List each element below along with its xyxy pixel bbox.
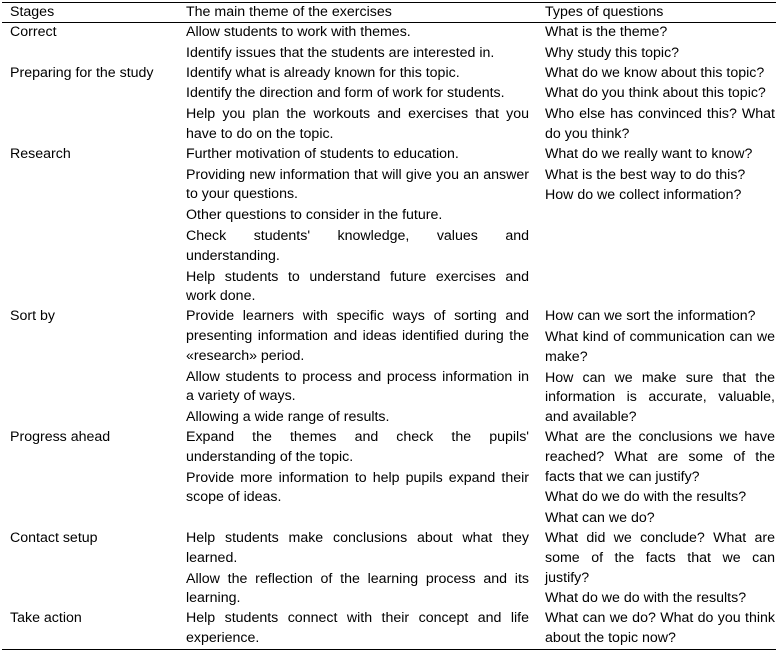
header-main-theme: The main theme of the exercises (186, 4, 392, 20)
theme-cell (186, 23, 541, 64)
question-item: What can we do? (545, 510, 655, 527)
table-header (2, 2, 776, 23)
theme-cell (186, 307, 541, 428)
stage-cell: Progress ahead (10, 428, 111, 445)
stage-cell: Sort by (10, 308, 55, 325)
question-item: What do we know about this topic? (545, 64, 765, 81)
table-row (2, 609, 776, 649)
theme-cell (186, 529, 541, 609)
question-item: What is the theme? (545, 24, 668, 40)
stage-cell: Preparing for the study (10, 64, 154, 81)
question-item: Who else has convinced this? What do you think? (545, 106, 775, 142)
question-item: What kind of communication can we make? (545, 328, 775, 365)
stage-cell: Take action (10, 610, 82, 627)
theme-item: Provide more information to help pupils expand their scope of ideas. (186, 469, 529, 506)
question-item: How can we make sure that the information is accurate, valuable, and available? (545, 369, 775, 426)
header-stages: Stages (10, 4, 55, 20)
question-item: What do we really want to know? (545, 145, 753, 162)
theme-item: Provide learners with specific ways of sorting and presenting information and ideas identified during the «research» period. (186, 308, 529, 364)
table-row (2, 23, 776, 64)
table-row (2, 428, 776, 529)
question-cell (541, 145, 775, 307)
question-cell (541, 529, 775, 609)
table-row (2, 307, 776, 428)
theme-item: Identify the direction and form of work for students. (186, 85, 505, 102)
theme-item: Identify what is already known for this topic. (186, 64, 460, 81)
theme-item: Allowing a wide range of results. (186, 409, 390, 426)
question-item: What is the best way to do this? (545, 166, 746, 183)
theme-item: Expand the themes and check the pupils' understanding of the topic. (186, 428, 529, 465)
theme-item: Allow students to work with themes. (186, 24, 411, 40)
table-row (2, 529, 776, 609)
theme-cell (186, 428, 541, 529)
question-cell (541, 428, 775, 529)
stages-table (2, 2, 776, 650)
table-row (2, 64, 776, 145)
theme-item: Further motivation of students to education. (186, 145, 459, 162)
question-item: Why study this topic? (545, 44, 680, 61)
theme-item: Help students make conclusions about what they learned. (186, 529, 529, 566)
question-item: How do we collect information? (545, 187, 742, 204)
theme-cell (186, 609, 541, 649)
theme-item: Allow students to process and process information in a variety of ways. (186, 368, 529, 405)
question-item: What do you think about this topic? (545, 85, 766, 102)
question-item: What do we do with the results? (545, 590, 747, 607)
theme-cell (186, 145, 541, 307)
question-item: What do we do with the results? (545, 489, 747, 506)
header-question-types: Types of questions (545, 4, 664, 20)
question-item: What can we do? What do you think about the topic now? (545, 610, 775, 646)
question-cell (541, 609, 775, 649)
question-cell (541, 64, 775, 145)
question-cell (541, 23, 775, 64)
theme-item: Help students connect with their concept and life experience. (186, 610, 529, 646)
stage-cell: Research (10, 145, 71, 162)
theme-item: Other questions to consider in the future. (186, 207, 443, 224)
theme-item: Allow the reflection of the learning process and its learning. (186, 570, 529, 607)
theme-item: Identify issues that the students are interested in. (186, 44, 495, 61)
theme-item: Check students' knowledge, values and understanding. (186, 227, 529, 264)
theme-item: Help students to understand future exercises and work done. (186, 268, 529, 305)
question-item: What did we conclude? What are some of the facts that we can justify? (545, 529, 775, 586)
question-item: How can we sort the information? (545, 308, 756, 325)
theme-item: Help you plan the workouts and exercises that you have to do on the topic. (186, 106, 529, 142)
theme-item: Providing new information that will give you an answer to your questions. (186, 166, 529, 203)
stage-cell: Contact setup (10, 529, 98, 546)
question-item: What are the conclusions we have reached? What are some of the facts that we can justify? (545, 428, 775, 485)
theme-cell (186, 64, 541, 145)
table-body (2, 23, 776, 650)
table-row (2, 145, 776, 307)
question-cell (541, 307, 775, 428)
stage-cell: Correct (10, 24, 57, 40)
